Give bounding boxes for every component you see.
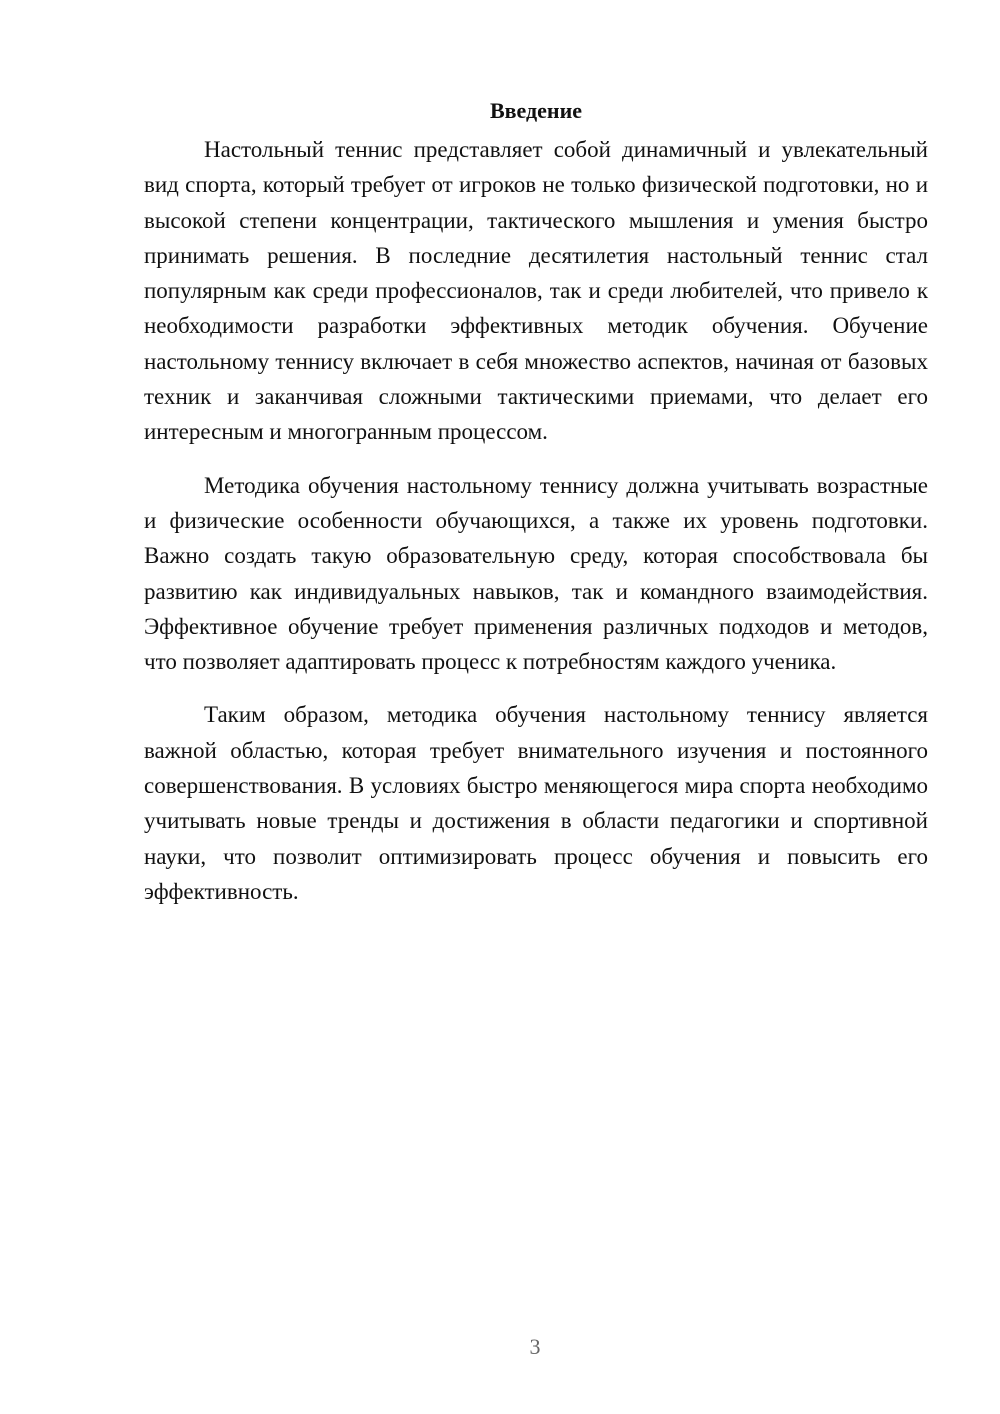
paragraph-2: Методика обучения настольному теннису должна учитывать возрастные и физические особенности обучающихся, а также их уровень подготовки. Важно создать такую образовательную среду, которая способствовала бы развитию как индивидуальных навыков, так и командного взаимодействия. Эффективное обучение требует применения различных подходов и методов, что позволяет адаптировать процесс к потребностям каждого ученика. [144,472,928,675]
paragraph-3: Таким образом, методика обучения настольному теннису является важной областью, которая требует внимательного изучения и постоянного совершенствования. В условиях быстро меняющегося мира спорта необходимо учитывать новые тренды и достижения в области педагогики и спортивной науки, что позволит оптимизировать процесс обучения и повысить его эффективность. [144,702,928,904]
page-number: 3 [529,1334,541,1359]
paragraph-1: Настольный теннис представляет собой динамичный и увлекательный вид спорта, который требует от игроков не только физической подготовки, но и высокой степени концентрации, тактического мышления и умения быстро принимать решения. В последние десятилетия настольный теннис стал популярным как среди профессионалов, так и среди любителей, что привело к необходимости разработки эффективных методик обучения. Обучение настольному теннису включает в себя множество аспектов, начиная от базовых техник и заканчивая сложными тактическими приемами, что делает его интересным и многогранным процессом. [144,137,928,445]
section-heading: Введение [489,98,583,123]
page-content [144,94,928,927]
